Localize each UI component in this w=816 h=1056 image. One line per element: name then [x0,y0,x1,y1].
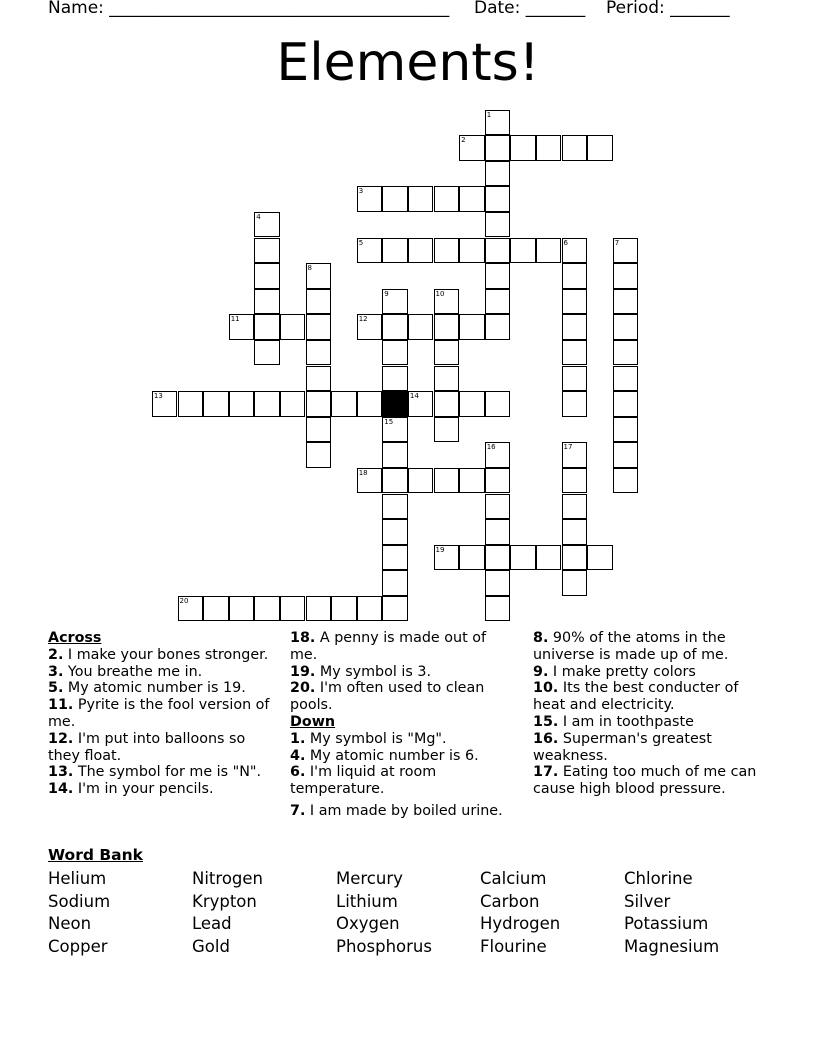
crossword-cell[interactable] [306,391,332,417]
clue-text: I'm often used to clean pools. [290,680,485,714]
crossword-cell[interactable] [382,289,408,315]
clue-number: 12 [358,315,368,324]
clue-number: 20 [179,596,189,605]
crossword-cell[interactable] [459,391,485,417]
word-bank-title: Word Bank [48,846,143,864]
crossword-cell[interactable] [485,570,511,596]
clue-text: The symbol for me is "N". [73,764,262,781]
crossword-cell[interactable] [203,391,229,417]
crossword-cell[interactable] [562,340,588,366]
crossword-cell[interactable] [382,186,408,212]
crossword-cell[interactable] [485,135,511,161]
clue-across [290,630,512,664]
crossword-cell[interactable] [613,417,639,443]
crossword-cell[interactable] [459,468,485,494]
crossword-cell[interactable] [357,186,383,212]
crossword-cell[interactable] [485,263,511,289]
crossword-cell[interactable] [357,314,383,340]
crossword-cell[interactable] [562,366,588,392]
clue-number-label: 17. [533,764,559,781]
down-heading: Down [290,713,336,730]
crossword-cell[interactable] [178,391,204,417]
crossword-cell[interactable] [510,545,536,571]
word-bank-item: Calcium [480,869,547,888]
crossword-cell[interactable] [562,289,588,315]
clue-text: Superman's greatest weakness. [533,730,712,764]
crossword-cell[interactable] [562,494,588,520]
crossword-cell[interactable] [562,545,588,571]
clue-across [48,764,270,781]
crossword-cell[interactable] [254,212,280,238]
crossword-cell[interactable] [382,238,408,264]
word-bank-item: Potassium [624,914,709,934]
crossword-cell[interactable] [382,442,408,468]
clue-column-3 [533,630,769,798]
crossword-cell[interactable] [357,238,383,264]
crossword-cell[interactable] [613,314,639,340]
clue-text: I make pretty colors [548,663,696,680]
clue-number-label: 12. [48,730,74,747]
crossword-cell[interactable] [382,545,408,571]
crossword-cell[interactable] [306,314,332,340]
clue-number-label: 18. [290,630,316,646]
clue-number-label: 11. [48,697,74,714]
crossword-cell[interactable] [408,186,434,212]
crossword-cell[interactable] [331,391,357,417]
crossword-cell[interactable] [562,263,588,289]
word-bank-item: Nitrogen [192,869,263,888]
word-bank-item: Oxygen [336,914,400,934]
crossword-cell[interactable] [485,238,511,264]
crossword-cell[interactable] [536,238,562,264]
clue-number: 18 [358,468,368,477]
clue-number: 5 [358,238,364,247]
crossword-cell[interactable] [357,468,383,494]
crossword-cell[interactable] [536,135,562,161]
crossword-cell[interactable] [434,468,460,494]
crossword-cell[interactable] [280,314,306,340]
word-bank-item: Silver [624,891,671,911]
clue-number-label: 5. [48,680,64,697]
crossword-cell[interactable] [357,596,383,622]
clue-number-label: 9. [533,663,549,680]
crossword-cell[interactable] [434,545,460,571]
crossword-cell[interactable] [434,391,460,417]
clue-text: Pyrite is the fool version of me. [48,697,270,730]
crossword-cell[interactable] [613,238,639,264]
crossword-cell[interactable] [229,314,255,340]
word-bank-item: Carbon [480,891,540,911]
clue-across [48,731,270,765]
crossword-cell[interactable] [382,570,408,596]
crossword-cell[interactable] [613,468,639,494]
clue-text: My atomic number is 19. [63,680,246,697]
crossword-cell[interactable] [510,238,536,264]
crossword-cell[interactable] [280,391,306,417]
crossword-cell[interactable] [178,596,204,622]
clue-text: I'm liquid at room temperature. [290,764,437,798]
crossword-cell[interactable] [229,596,255,622]
crossword-cell[interactable] [485,212,511,238]
clue-number-label: 14. [48,781,74,798]
crossword-cell[interactable] [254,596,280,622]
clue-across [48,697,270,731]
clue-column-1 [48,630,270,798]
crossword-cell[interactable] [382,340,408,366]
clue-column-2 [290,630,512,820]
clue-number-label: 6. [290,764,306,781]
clue-number-label: 20. [290,680,316,697]
crossword-cell[interactable] [485,519,511,545]
word-bank-item: Hydrogen [480,914,561,934]
clue-number: 11 [230,315,240,324]
across-heading: Across [48,630,102,646]
clue-number: 7 [614,238,620,247]
crossword-cell[interactable] [562,570,588,596]
word-bank-item: Copper [48,936,108,956]
word-bank-item: Gold [192,936,230,956]
crossword-cell[interactable] [306,263,332,289]
clue-number: 17 [563,443,573,452]
clue-across [290,680,512,714]
crossword-cell[interactable] [280,596,306,622]
crossword-cell[interactable] [434,238,460,264]
word-bank-item: Neon [48,914,92,934]
clue-number: 8 [307,264,312,273]
clue-text: I am in toothpaste [558,713,694,730]
clue-across [48,781,270,798]
crossword-cell[interactable] [229,391,255,417]
clue-text: My symbol is "Mg". [305,730,447,747]
word-bank-item: Chlorine [624,869,693,888]
crossword-cell[interactable] [434,186,460,212]
page-title: Elements! [276,33,540,93]
crossword-cell[interactable] [408,468,434,494]
clue-number: 13 [153,392,163,401]
crossword-cell[interactable] [254,263,280,289]
crossword-cell[interactable] [254,391,280,417]
crossword-cell[interactable] [382,494,408,520]
clue-text: Eating too much of me can cause high blood pressure. [533,764,757,798]
clue-across [290,664,512,681]
crossword-cell[interactable] [562,238,588,264]
crossword-cell[interactable] [562,468,588,494]
clue-down [533,630,769,664]
crossword-cell[interactable] [613,263,639,289]
crossword-cell[interactable] [485,468,511,494]
crossword-cell[interactable] [459,186,485,212]
crossword-cell[interactable] [152,391,178,417]
clue-number-label: 4. [290,747,306,764]
crossword-cell[interactable] [613,289,639,315]
clue-text: My symbol is 3. [315,663,431,680]
word-bank-item: Mercury [336,869,403,888]
crossword-cell[interactable] [306,596,332,622]
crossword-cell[interactable] [306,289,332,315]
clue-text: I'm put into balloons so they float. [48,730,246,764]
word-bank-item: Flourine [480,936,547,956]
clue-text: A penny is made out of me. [290,630,487,663]
clue-number: 15 [384,417,394,426]
clue-number: 10 [435,289,445,298]
crossword-cell[interactable] [459,314,485,340]
crossword-cell[interactable] [510,135,536,161]
clue-text: My atomic number is 6. [305,747,479,764]
crossword-cell[interactable] [306,442,332,468]
crossword-cell[interactable] [613,442,639,468]
crossword-cell[interactable] [254,289,280,315]
crossword-cell[interactable] [562,519,588,545]
word-bank-item: Lead [192,914,232,934]
clue-down [290,803,512,820]
clue-down [290,731,512,748]
crossword-cell[interactable] [613,340,639,366]
crossword-cell[interactable] [382,314,408,340]
word-bank-item: Magnesium [624,936,720,956]
crossword-cell[interactable] [536,545,562,571]
crossword-cell[interactable] [408,238,434,264]
crossword-cell[interactable] [382,468,408,494]
crossword-cell[interactable] [485,161,511,187]
clue-number-label: 3. [48,663,64,680]
clue-down [290,748,512,765]
crossword-cell[interactable] [459,135,485,161]
crossword-cell[interactable] [331,596,357,622]
clue-number: 14 [409,392,419,401]
crossword-cell[interactable] [485,391,511,417]
crossword-cell[interactable] [613,391,639,417]
crossword-cell[interactable] [434,314,460,340]
black-square [382,391,408,417]
clue-number-label: 16. [533,730,559,747]
clue-across [48,680,270,697]
name-field[interactable]: Name: ________________________________________ [48,0,450,18]
crossword-cell[interactable] [562,135,588,161]
crossword-cell[interactable] [587,545,613,571]
crossword-cell[interactable] [485,494,511,520]
word-bank-item: Sodium [48,891,111,911]
clue-down [533,714,769,731]
clue-across [48,647,270,664]
crossword-cell[interactable] [382,366,408,392]
clue-down [533,764,769,798]
crossword-cell[interactable] [459,545,485,571]
clue-number-label: 1. [290,730,306,747]
clue-across [48,664,270,681]
crossword-cell[interactable] [254,314,280,340]
crossword-cell[interactable] [485,442,511,468]
crossword-cell[interactable] [562,442,588,468]
crossword-cell[interactable] [254,238,280,264]
crossword-cell[interactable] [254,340,280,366]
date-field[interactable]: Date: _______ [474,0,586,18]
clue-text: I'm in your pencils. [73,781,214,798]
clue-number-label: 8. [533,630,549,646]
word-bank-item: Lithium [336,891,398,911]
clue-number-label: 10. [533,680,559,697]
clue-down [533,731,769,765]
crossword-cell[interactable] [306,366,332,392]
period-field[interactable]: Period: _______ [606,0,730,18]
crossword-cell[interactable] [382,519,408,545]
crossword-cell[interactable] [357,391,383,417]
clue-number-label: 15. [533,713,559,730]
clue-text: You breathe me in. [63,663,203,680]
crossword-cell[interactable] [408,314,434,340]
clue-text: I am made by boiled urine. [305,802,503,819]
crossword-cell[interactable] [485,545,511,571]
crossword-cell[interactable] [587,135,613,161]
clue-number: 1 [486,110,492,119]
crossword-cell[interactable] [459,238,485,264]
word-bank-item: Krypton [192,891,257,911]
clue-text: Its the best conducter of heat and electricity. [533,680,739,714]
clue-text: I make your bones stronger. [63,646,269,663]
crossword-cell[interactable] [434,340,460,366]
crossword-cell[interactable] [485,314,511,340]
crossword-cell[interactable] [485,289,511,315]
crossword-cell[interactable] [203,596,229,622]
crossword-cell[interactable] [434,289,460,315]
crossword-cell[interactable] [408,391,434,417]
word-bank [48,868,768,958]
word-bank-item: Phosphorus [336,936,432,956]
clue-down [290,764,512,798]
crossword-cell[interactable] [306,340,332,366]
crossword-cell[interactable] [434,417,460,443]
clue-text: 90% of the atoms in the universe is made up of me. [533,630,729,663]
crossword-cell[interactable] [382,417,408,443]
crossword-cell[interactable] [485,596,511,622]
clue-number: 2 [461,136,466,145]
clue-number: 19 [435,545,445,554]
clue-down [533,664,769,681]
clue-number-label: 19. [290,663,316,680]
crossword-cell[interactable] [382,596,408,622]
crossword-cell[interactable] [306,417,332,443]
clue-number: 9 [384,289,389,298]
crossword-cell[interactable] [613,366,639,392]
crossword-cell[interactable] [562,391,588,417]
word-bank-item: Helium [48,869,107,888]
clue-number-label: 7. [290,802,306,819]
clue-number-label: 13. [48,764,74,781]
crossword-cell[interactable] [485,186,511,212]
crossword-cell[interactable] [485,110,511,136]
crossword-cell[interactable] [434,366,460,392]
clue-number: 16 [486,443,496,452]
clue-number: 4 [256,212,261,221]
clue-number: 3 [358,187,364,196]
clue-down [533,680,769,714]
crossword-cell[interactable] [562,314,588,340]
clue-number-label: 2. [48,646,64,663]
clue-number: 6 [563,238,568,247]
